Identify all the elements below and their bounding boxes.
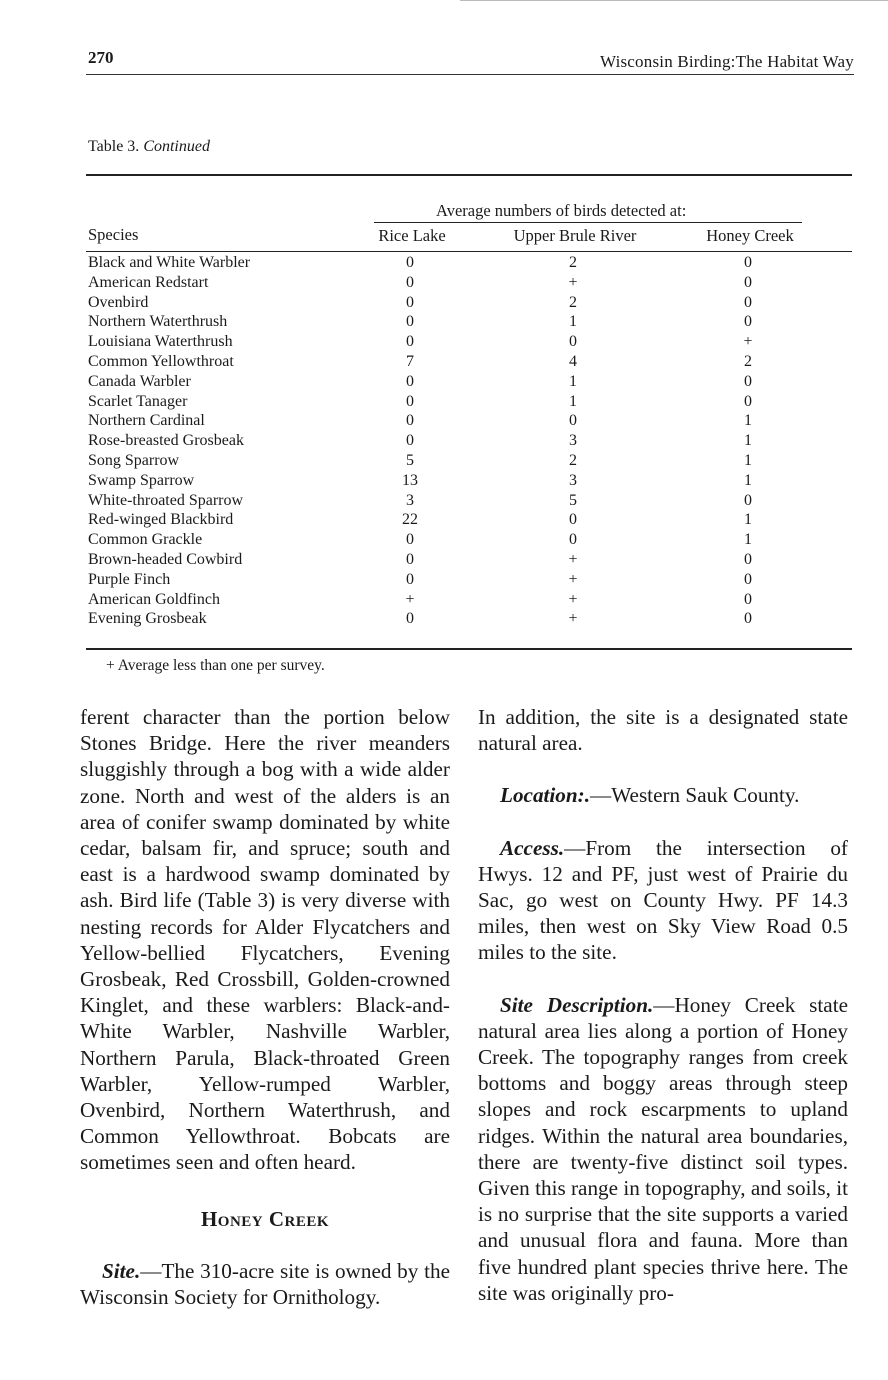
table-caption-continued: Continued — [143, 138, 210, 155]
upper-brule-value: 2 — [569, 254, 577, 271]
rice-lake-value: 0 — [406, 313, 414, 331]
rice-lake-value: 0 — [406, 550, 414, 568]
species-name: Rose-breasted Grosbeak — [88, 432, 244, 450]
honey-creek-value: 1 — [744, 531, 752, 549]
table-row — [88, 411, 858, 431]
honey-creek-value: 0 — [744, 293, 752, 311]
honey-creek-value: 0 — [744, 550, 752, 568]
upper-brule-value: 0 — [569, 511, 577, 529]
honey-creek-value: 2 — [744, 352, 752, 370]
rice-lake-value: 0 — [406, 531, 414, 549]
table-row — [88, 352, 858, 372]
table-footnote: + Average less than one per survey. — [106, 657, 325, 674]
upper-brule-value: 0 — [569, 333, 577, 351]
location-lead: Location:. — [500, 783, 591, 808]
species-name: Common Grackle — [88, 531, 203, 549]
rice-lake-value: 3 — [406, 491, 414, 509]
upper-brule-value: 5 — [569, 491, 577, 509]
species-name: American Goldfinch — [88, 590, 220, 608]
table-row — [88, 609, 858, 629]
rice-lake-value: 7 — [406, 352, 414, 370]
left-text-column — [80, 704, 450, 1310]
table-row — [88, 273, 858, 293]
body-paragraph: In addition, the site is a designated state natural area. — [478, 705, 848, 756]
species-name: Louisiana Waterthrush — [88, 333, 233, 351]
species-name: Scarlet Tanager — [88, 392, 188, 410]
table-top-rule — [86, 174, 852, 176]
table-row — [88, 510, 858, 530]
table-caption-label: Table 3. — [88, 138, 140, 155]
honey-creek-value: 0 — [744, 610, 752, 628]
rice-lake-value: 0 — [406, 570, 414, 588]
location-text: —Western Sauk County. — [590, 783, 800, 808]
table-group-header: Average numbers of birds detected at: — [436, 201, 687, 220]
honey-creek-value: 1 — [744, 412, 752, 430]
rice-lake-value: 0 — [406, 610, 414, 628]
species-name: Common Yellowthroat — [88, 352, 234, 370]
species-name: Brown-headed Cowbird — [88, 550, 243, 568]
site-description-text: —Honey Creek state natural area lies along a portion of Honey Creek. The topography ranges from creek bottoms and boggy areas through steep slopes and rock escarpments to upland ridges. Within the natural area boundaries, there are twenty-five distinct soil types. Given this range in topography, and soils, it is no surprise that the site supports a varied and unusual flora and fauna. More than five hundred plant species thrive here. The site was originally pro- — [478, 992, 848, 1305]
table-row — [88, 332, 858, 352]
table-row — [88, 293, 858, 313]
rice-lake-value: 0 — [406, 432, 414, 450]
upper-brule-value: 3 — [569, 432, 577, 450]
honey-creek-value: 0 — [744, 372, 752, 390]
upper-brule-value: + — [568, 273, 578, 291]
species-name: Northern Waterthrush — [88, 313, 228, 331]
rice-lake-value: 22 — [402, 511, 418, 529]
rice-lake-value: 5 — [406, 451, 414, 469]
table-body — [88, 253, 858, 629]
species-name: Red-winged Blackbird — [88, 511, 234, 529]
species-name: Ovenbird — [88, 293, 149, 311]
upper-brule-value: 1 — [569, 372, 577, 390]
location-paragraph — [478, 782, 848, 808]
honey-creek-value: 0 — [744, 491, 752, 509]
honey-creek-value: 1 — [744, 471, 752, 489]
column-header-honey-creek: Honey Creek — [706, 226, 794, 245]
scan-edge-line — [460, 0, 888, 1]
table-caption — [88, 138, 210, 156]
species-name: Purple Finch — [88, 570, 171, 588]
site-lead: Site. — [102, 1258, 141, 1283]
upper-brule-value: 3 — [569, 471, 577, 489]
table-row — [88, 491, 858, 511]
table-row — [88, 253, 858, 273]
body-paragraph: ferent character than the portion below Stones Bridge. Here the river meanders sluggishly through a bog with a wide alder zone. North and west of the alders is an area of conifer swamp dominated by white cedar, balsam fir, and spruce; south and east is a hardwood swamp dominated by ash. Bird life (Table 3) is very diverse with nesting records for Alder Flycatchers and Yellow-bellied Flycatchers, Evening Grosbeak, Red Crossbill, Golden-crowned Kinglet, and these warblers: Black-and-White Warbler, Nashville Warbler, Northern Parula, Black-throated Green Warbler, Yellow-rumped Warbler, Ovenbird, Northern Waterthrush, and Common Yellowthroat. Bobcats are sometimes seen and often heard. — [80, 705, 450, 1175]
species-name: Northern Cardinal — [88, 412, 205, 430]
honey-creek-value: 1 — [744, 451, 752, 469]
species-name: Evening Grosbeak — [88, 610, 207, 628]
table-row — [88, 372, 858, 392]
honey-creek-value: 0 — [744, 392, 752, 410]
rice-lake-value: 0 — [406, 293, 414, 311]
upper-brule-value: + — [568, 590, 578, 608]
species-name: Canada Warbler — [88, 372, 191, 390]
honey-creek-value: 0 — [744, 570, 752, 588]
table-row — [88, 530, 858, 550]
species-name: American Redstart — [88, 273, 209, 291]
species-name: White-throated Sparrow — [88, 491, 244, 509]
upper-brule-value: + — [568, 550, 578, 568]
section-heading: Honey Creek — [200, 1206, 330, 1231]
table-row — [88, 471, 858, 491]
rice-lake-value: 0 — [406, 372, 414, 390]
access-text: —From the intersection of Hwys. 12 and PF, just west of Prairie du Sac, go west on County Hwy. PF 14.3 miles, then west on Sky View Road 0.5 miles to the site. — [478, 835, 848, 965]
honey-creek-value: 0 — [744, 313, 752, 331]
table-row — [88, 451, 858, 471]
honey-creek-value: 0 — [744, 273, 752, 291]
honey-creek-value: + — [743, 333, 753, 351]
page-number: 270 — [88, 48, 114, 67]
rice-lake-value: 0 — [406, 254, 414, 271]
column-header-upper-brule-river: Upper Brule River — [513, 226, 637, 245]
site-text: —The 310-acre site is owned by the Wisconsin Society for Ornithology. — [80, 1258, 450, 1310]
honey-creek-value: 0 — [744, 590, 752, 608]
table-row — [88, 550, 858, 570]
honey-creek-value: 0 — [744, 254, 752, 271]
upper-brule-value: 2 — [569, 451, 577, 469]
access-lead: Access. — [500, 835, 565, 860]
species-name: Swamp Sparrow — [88, 471, 195, 489]
rice-lake-value: + — [405, 590, 415, 608]
site-paragraph — [80, 1258, 450, 1310]
upper-brule-value: 0 — [569, 412, 577, 430]
table-bottom-rule — [86, 648, 852, 650]
table-row — [88, 392, 858, 412]
table-row — [88, 570, 858, 590]
rice-lake-value: 13 — [402, 471, 418, 489]
upper-brule-value: 1 — [569, 313, 577, 331]
species-name: Black and White Warbler — [88, 254, 251, 271]
rice-lake-value: 0 — [406, 392, 414, 410]
species-name: Song Sparrow — [88, 451, 180, 469]
species-column-header: Species — [88, 225, 139, 244]
header-rule — [86, 74, 854, 75]
rice-lake-value: 0 — [406, 412, 414, 430]
site-description-paragraph — [478, 992, 848, 1306]
upper-brule-value: 4 — [569, 352, 577, 370]
upper-brule-value: 0 — [569, 531, 577, 549]
table-header-rule — [86, 251, 852, 252]
rice-lake-value: 0 — [406, 333, 414, 351]
table-row — [88, 431, 858, 451]
running-head: Wisconsin Birding:The Habitat Way — [600, 52, 854, 71]
group-header-rule — [374, 222, 802, 223]
site-description-lead: Site Description. — [500, 992, 654, 1017]
upper-brule-value: 1 — [569, 392, 577, 410]
right-text-column — [478, 704, 848, 1332]
honey-creek-value: 1 — [744, 432, 752, 450]
access-paragraph — [478, 835, 848, 966]
honey-creek-value: 1 — [744, 511, 752, 529]
column-header-rice-lake: Rice Lake — [378, 226, 446, 245]
upper-brule-value: + — [568, 610, 578, 628]
rice-lake-value: 0 — [406, 273, 414, 291]
table-row — [88, 590, 858, 610]
table-row — [88, 312, 858, 332]
upper-brule-value: + — [568, 570, 578, 588]
upper-brule-value: 2 — [569, 293, 577, 311]
